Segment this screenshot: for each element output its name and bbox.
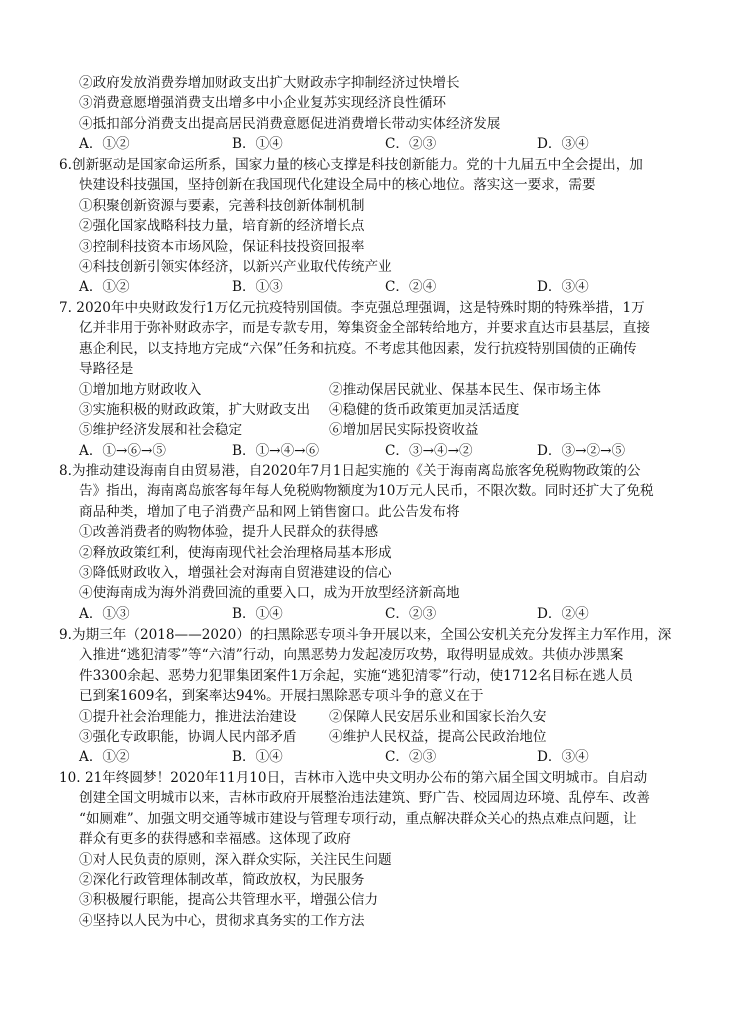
q8-option-d[interactable]: D．②④: [537, 605, 589, 622]
q7-item-5: ⑤维护经济发展和社会稳定: [79, 422, 243, 439]
q6-option-c[interactable]: C．②④: [385, 279, 437, 296]
q6-item-4: ④科技创新引领实体经济，以新兴产业取代传统产业: [79, 258, 392, 275]
q8-item-3: ③降低财政收入，增强社会对海南自贸港建设的信心: [79, 564, 392, 581]
q9-options: [59, 747, 679, 767]
q7-item-row: [59, 380, 679, 400]
q9-stem-line: 入推进“逃犯清零”等“六清”行动，向黑恶势力发起凌厉攻势，取得明显成效。共侦办涉黑案: [79, 647, 624, 664]
q9-option-c[interactable]: C．②③: [385, 749, 437, 766]
q9-stem-line: 件3300余起、恶势力犯罪集团案件1万余起，实施“逃犯清零”行动，使1712名目标在逃人员: [79, 667, 633, 684]
q7-options: [59, 441, 679, 461]
q7-option-a[interactable]: A．①→⑥→⑤: [79, 442, 166, 459]
q9-item-1: ①提升社会治理能力，推进法治建设: [79, 708, 297, 725]
q7-item-2: ②推动保居民就业、保基本民生、保市场主体: [329, 381, 601, 398]
q8-option-a[interactable]: A．①③: [79, 605, 130, 622]
q9-option-a[interactable]: A．①②: [79, 749, 130, 766]
question-10: [59, 768, 679, 931]
q9-option-d[interactable]: D．③④: [537, 749, 589, 766]
q6-stem-line: 6.创新驱动是国家命运所系，国家力量的核心支撑是科技创新能力。党的十九届五中全会提出，加: [59, 157, 643, 173]
q9-stem-line: 已到案1609名，到案率达94%。开展扫黑除恶专项斗争的意义在于: [79, 688, 484, 705]
q7-item-4: ④稳健的货币政策更加灵活适度: [329, 401, 520, 418]
q7-item-row: [59, 420, 679, 440]
q7-item-1: ①增加地方财政收入: [79, 381, 202, 398]
question-6: [59, 155, 679, 298]
question-7: [59, 298, 679, 461]
q7-stem-line: 导路径是: [79, 361, 134, 378]
q9-item-row: [59, 727, 679, 747]
q9-option-b[interactable]: B．①④: [232, 749, 283, 766]
q5-option-a[interactable]: A．①②: [79, 136, 130, 153]
q9-item-3: ③强化专政职能，协调人民内部矛盾: [79, 728, 297, 745]
q10-stem-line: 创建全国文明城市以来，吉林市政府开展整治违法建筑、野广告、校园周边环境、乱停车、改善: [79, 790, 650, 807]
q9-item-row: [59, 707, 679, 727]
q7-stem-line: 7. 2020年中央财政发行1万亿元抗疫特别国债。李克强总理强调，这是特殊时期的特殊举措，1万: [59, 300, 645, 316]
q8-options: [59, 604, 679, 624]
q6-option-b[interactable]: B．①③: [232, 279, 283, 296]
question-5-tail: [59, 73, 679, 155]
q6-item-1: ①积聚创新资源与要素，完善科技创新体制机制: [79, 197, 365, 214]
q8-option-b[interactable]: B．①④: [232, 605, 283, 622]
q6-options: [59, 277, 679, 297]
q7-item-3: ③实施积极的财政政策，扩大财政支出: [79, 401, 311, 418]
q7-option-c[interactable]: C．③→④→②: [385, 442, 473, 459]
q10-item-3: ③积极履行职能，提高公共管理水平，增强公信力: [79, 892, 379, 909]
q10-stem-line: 10. 21年终圆梦！2020年11月10日，吉林市入选中央文明办公布的第六届全国文明城市。自启动: [59, 770, 648, 786]
q10-stem-line: 群众有更多的获得感和幸福感。这体现了政府: [79, 831, 351, 848]
q9-stem-line: 9.为期三年（2018——2020）的扫黑除恶专项斗争开展以来，全国公安机关充分发挥主力军作用，深: [59, 627, 672, 643]
q7-stem-line: 亿并非用于弥补财政赤字，而是专款专用，筹集资金全部转给地方，并要求直达市县基层，直接: [79, 320, 650, 337]
q5-item-3: ③消费意愿增强消费支出增多中小企业复苏实现经济良性循环: [79, 95, 447, 112]
q7-item-6: ⑥增加居民实际投资收益: [329, 422, 479, 439]
q8-stem-line: 商品种类，增加了电子消费产品和网上销售窗口。此公告发布将: [79, 503, 460, 520]
question-8: [59, 461, 679, 624]
q6-option-a[interactable]: A．①②: [79, 279, 130, 296]
q10-item-2: ②深化行政管理体制改革，简政放权，为民服务: [79, 871, 365, 888]
q5-item-2: ②政府发放消费券增加财政支出扩大财政赤字抑制经济过快增长: [79, 75, 460, 91]
q7-option-b[interactable]: B．①→④→⑥: [232, 442, 320, 459]
q8-item-1: ①改善消费者的购物体验，提升人民群众的获得感: [79, 524, 379, 541]
q5-option-d[interactable]: D．③④: [537, 136, 589, 153]
question-9: [59, 625, 679, 768]
q5-option-c[interactable]: C．②③: [385, 136, 437, 153]
q10-stem-line: “如厕难”、加强文明交通等城市建设与管理专项行动，重点解决群众关心的热点难点问题，让: [79, 810, 637, 827]
q8-stem-line: 8.为推动建设海南自由贸易港，自2020年7月1日起实施的《关于海南离岛旅客免税购物政策的公: [59, 463, 641, 479]
q10-item-4: ④坚持以人民为中心，贯彻求真务实的工作方法: [79, 912, 365, 929]
q8-option-c[interactable]: C．②③: [385, 605, 437, 622]
q9-item-2: ②保障人民安居乐业和国家长治久安: [329, 708, 547, 725]
q10-item-1: ①对人民负责的原则，深入群众实际，关注民生问题: [79, 851, 392, 868]
q8-item-2: ②释放政策红利，使海南现代社会治理格局基本形成: [79, 544, 392, 561]
q7-item-row: [59, 400, 679, 420]
q9-item-4: ④维护人民权益，提高公民政治地位: [329, 728, 547, 745]
q7-option-d[interactable]: D．③→②→⑤: [537, 442, 626, 459]
q6-stem-line: 快建设科技强国，坚持创新在我国现代化建设全局中的核心地位。落实这一要求，需要: [79, 177, 596, 194]
q5-item-4: ④抵扣部分消费支出提高居民消费意愿促进消费增长带动实体经济发展: [79, 115, 501, 132]
q8-item-4: ④使海南成为海外消费回流的重要入口，成为开放型经济新高地: [79, 585, 460, 602]
q6-option-d[interactable]: D．③④: [537, 279, 589, 296]
q7-stem-line: 惠企利民，以支持地方完成“六保”任务和抗疫。不考虑其他因素，发行抗疫特别国债的正确传: [79, 340, 637, 357]
q8-stem-line: 告》指出，海南离岛旅客每年每人免税购物额度为10万元人民币，不限次数。同时还扩大了免税: [79, 483, 654, 500]
q5-options: [59, 134, 679, 154]
q6-item-2: ②强化国家战略科技力量，培育新的经济增长点: [79, 218, 365, 235]
q5-option-b[interactable]: B．①④: [232, 136, 283, 153]
q6-item-3: ③控制科技资本市场风险，保证科技投资回报率: [79, 238, 365, 255]
